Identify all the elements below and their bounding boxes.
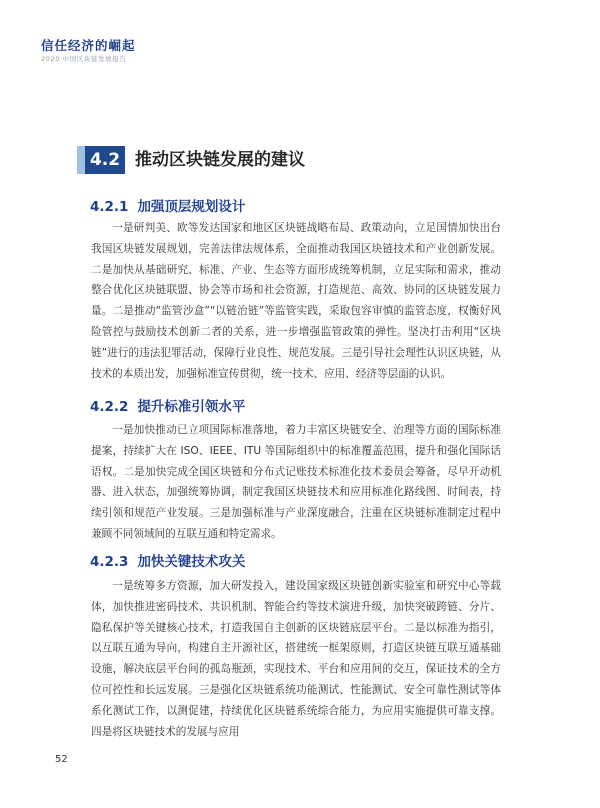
subsection-title: 加强顶层规划设计 [137, 199, 246, 215]
body-paragraph: 一是加快推动已立项国际标准落地，着力丰富区块链安全、治理等方面的国际标准提案，持续扩大在 ISO、IEEE、ITU 等国际组织中的标准覆盖范围，提升和强化国际话语权。二是加快完成全国区块链和分布式记账技术标准化技术委员会筹备，尽早开动机器、进入状态，加强统筹协调，制定我国区块链技术和应用标准化路线图、时间表，持续引领和规范产业发展。三是加强标准与产业深度融合，注重在区块链标准制定过程中兼顾不同领域间的互联互通和特定需求。 [91, 424, 501, 540]
section-title: 推动区块链发展的建议 [135, 150, 305, 170]
body-paragraph: 一是研判美、欧等发达国家和地区区块链战略布局、政策动向，立足国情加快出台我国区块链发展规划，完善法律法规体系，全面推动我国区块链技术和产业创新发展。二是加快从基础研究、标准、产业、生态等方面形成统筹机制，立足实际和需求，推动整合优化区块链联盟、协会等市场和社会资源，打造规范、高效、协同的区块链发展力量。二是推动“监管沙盒”“以链治链”等监管实践，采取包容审慎的监管态度，权衡好风险管控与鼓励技术创新二者的关系，进一步增强监管政策的弹性。坚决打击利用“区块链”进行的违法犯罪活动，保障行业良性、规范发展。三是引导社会理性认识区块链，从技术的本质出发，加强标准宣传贯彻，统一技术、应用、经济等层面的认识。 [91, 222, 501, 380]
report-title: 信任经济的崛起 [41, 38, 136, 53]
subsection-heading [90, 198, 245, 216]
section-number: 4.2 [85, 146, 125, 174]
running-header [41, 39, 136, 63]
body-paragraph: 一是统筹多方资源，加大研发投入，建设国家级区块链创新实验室和研究中心等载体，加快推进密码技术、共识机制、智能合约等技术演进升级，加快突破跨链、分片、隐私保护等关键核心技术，打造我国自主创新的区块链底层平台。二是以标准为指引，以互联互通为导向，构建自主开源社区，搭建统一框架原则，打造区块链互联互通基础设施，解决底层平台间的孤岛瓶颈，实现技术、平台和应用间的交互，保证技术的全方位可控性和长远发展。三是强化区块链系统功能测试、性能测试、安全可靠性测试等体系化测试工作，以测促建，持续优化区块链系统综合能力，为应用实施提供可靠支撑。四是将区块链技术的发展与应用 [91, 580, 501, 738]
subsection-number: 4.2.2 [90, 399, 129, 415]
page-number: 52 [55, 754, 68, 765]
section-heading [77, 146, 477, 174]
report-subtitle: 2020 中国区块链发展报告 [41, 55, 127, 63]
subsection-number: 4.2.1 [90, 199, 129, 215]
subsection-heading [90, 553, 245, 571]
subsection-number: 4.2.3 [90, 554, 129, 570]
subsection-title: 加快关键技术攻关 [137, 554, 246, 570]
subsection-heading [90, 398, 245, 416]
subsection-title: 提升标准引领水平 [137, 399, 246, 415]
